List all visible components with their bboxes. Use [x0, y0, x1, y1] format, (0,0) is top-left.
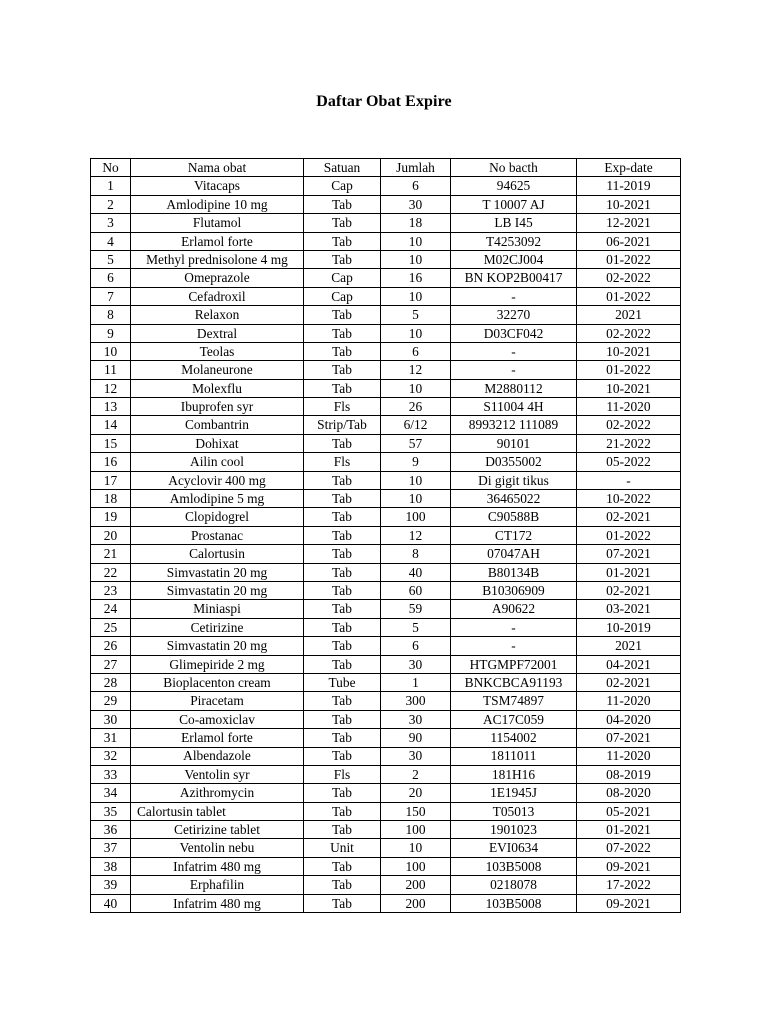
column-header-batch: No bacth: [451, 159, 577, 177]
cell-unit: Tab: [304, 710, 381, 728]
cell-no: 37: [91, 839, 131, 857]
cell-batch: T4253092: [451, 232, 577, 250]
cell-name: Dextral: [131, 324, 304, 342]
cell-name: Combantrin: [131, 416, 304, 434]
cell-unit: Tab: [304, 692, 381, 710]
cell-no: 13: [91, 398, 131, 416]
cell-batch: 94625: [451, 177, 577, 195]
cell-quantity: 18: [381, 214, 451, 232]
cell-quantity: 12: [381, 526, 451, 544]
cell-batch: B10306909: [451, 581, 577, 599]
column-header-name: Nama obat: [131, 159, 304, 177]
cell-name: Bioplacenton cream: [131, 673, 304, 691]
cell-batch: D03CF042: [451, 324, 577, 342]
cell-unit: Unit: [304, 839, 381, 857]
cell-name: Glimepiride 2 mg: [131, 655, 304, 673]
cell-no: 21: [91, 545, 131, 563]
cell-batch: TSM74897: [451, 692, 577, 710]
cell-unit: Tab: [304, 894, 381, 912]
cell-no: 6: [91, 269, 131, 287]
table-row: [91, 416, 681, 434]
table-row: [91, 710, 681, 728]
cell-exp-date: 05-2022: [577, 453, 681, 471]
cell-no: 1: [91, 177, 131, 195]
cell-no: 10: [91, 342, 131, 360]
cell-exp-date: 11-2020: [577, 692, 681, 710]
table-row: [91, 398, 681, 416]
cell-unit: Fls: [304, 453, 381, 471]
cell-no: 39: [91, 876, 131, 894]
cell-no: 9: [91, 324, 131, 342]
cell-batch: BN KOP2B00417: [451, 269, 577, 287]
cell-no: 2: [91, 195, 131, 213]
table-row: [91, 545, 681, 563]
cell-unit: Fls: [304, 398, 381, 416]
cell-exp-date: 17-2022: [577, 876, 681, 894]
cell-unit: Tab: [304, 306, 381, 324]
cell-exp-date: 04-2021: [577, 655, 681, 673]
cell-batch: A90622: [451, 600, 577, 618]
cell-name: Ailin cool: [131, 453, 304, 471]
cell-unit: Tab: [304, 545, 381, 563]
cell-unit: Tab: [304, 857, 381, 875]
table-row: [91, 802, 681, 820]
cell-batch: HTGMPF72001: [451, 655, 577, 673]
cell-unit: Cap: [304, 269, 381, 287]
cell-quantity: 16: [381, 269, 451, 287]
cell-no: 25: [91, 618, 131, 636]
cell-name: Erlamol forte: [131, 232, 304, 250]
cell-unit: Tube: [304, 673, 381, 691]
table-row: [91, 747, 681, 765]
cell-no: 34: [91, 784, 131, 802]
cell-unit: Tab: [304, 195, 381, 213]
cell-unit: Cap: [304, 287, 381, 305]
cell-exp-date: 01-2022: [577, 361, 681, 379]
cell-quantity: 6: [381, 637, 451, 655]
cell-name: Relaxon: [131, 306, 304, 324]
cell-no: 30: [91, 710, 131, 728]
cell-exp-date: 2021: [577, 306, 681, 324]
cell-batch: -: [451, 342, 577, 360]
cell-name: Co-amoxiclav: [131, 710, 304, 728]
cell-batch: M2880112: [451, 379, 577, 397]
expired-medicine-table: [90, 158, 681, 913]
cell-unit: Tab: [304, 563, 381, 581]
cell-unit: Tab: [304, 600, 381, 618]
cell-no: 26: [91, 637, 131, 655]
cell-no: 12: [91, 379, 131, 397]
table-row: [91, 637, 681, 655]
cell-name: Cetirizine tablet: [131, 821, 304, 839]
cell-exp-date: 08-2020: [577, 784, 681, 802]
cell-unit: Tab: [304, 214, 381, 232]
cell-exp-date: 03-2021: [577, 600, 681, 618]
cell-quantity: 200: [381, 894, 451, 912]
table-row: [91, 453, 681, 471]
cell-unit: Cap: [304, 177, 381, 195]
table-row: [91, 287, 681, 305]
cell-quantity: 6: [381, 177, 451, 195]
cell-exp-date: 02-2021: [577, 673, 681, 691]
page-title: Daftar Obat Expire: [316, 93, 452, 110]
cell-batch: 90101: [451, 434, 577, 452]
cell-name: Albendazole: [131, 747, 304, 765]
cell-name: Molaneurone: [131, 361, 304, 379]
cell-batch: 36465022: [451, 490, 577, 508]
cell-unit: Tab: [304, 379, 381, 397]
cell-no: 18: [91, 490, 131, 508]
cell-no: 40: [91, 894, 131, 912]
cell-quantity: 59: [381, 600, 451, 618]
cell-no: 17: [91, 471, 131, 489]
table-row: [91, 342, 681, 360]
cell-batch: T 10007 AJ: [451, 195, 577, 213]
cell-batch: Di gigit tikus: [451, 471, 577, 489]
cell-exp-date: 2021: [577, 637, 681, 655]
table-row: [91, 839, 681, 857]
table-row: [91, 673, 681, 691]
cell-unit: Tab: [304, 526, 381, 544]
cell-unit: Tab: [304, 655, 381, 673]
cell-batch: -: [451, 361, 577, 379]
cell-name: Clopidogrel: [131, 508, 304, 526]
cell-quantity: 100: [381, 508, 451, 526]
cell-unit: Tab: [304, 821, 381, 839]
table-row: [91, 563, 681, 581]
cell-no: 32: [91, 747, 131, 765]
cell-no: 3: [91, 214, 131, 232]
cell-name: Amlodipine 10 mg: [131, 195, 304, 213]
cell-name: Methyl prednisolone 4 mg: [131, 250, 304, 268]
cell-exp-date: 10-2019: [577, 618, 681, 636]
cell-exp-date: 02-2022: [577, 269, 681, 287]
cell-quantity: 30: [381, 710, 451, 728]
cell-name: Teolas: [131, 342, 304, 360]
cell-exp-date: 11-2019: [577, 177, 681, 195]
cell-exp-date: 01-2022: [577, 526, 681, 544]
cell-exp-date: 07-2021: [577, 729, 681, 747]
cell-name: Infatrim 480 mg: [131, 857, 304, 875]
cell-batch: 8993212 111089: [451, 416, 577, 434]
cell-batch: T05013: [451, 802, 577, 820]
cell-name: Calortusin: [131, 545, 304, 563]
cell-unit: Tab: [304, 508, 381, 526]
cell-quantity: 20: [381, 784, 451, 802]
cell-unit: Tab: [304, 729, 381, 747]
cell-unit: Tab: [304, 581, 381, 599]
cell-unit: Tab: [304, 471, 381, 489]
cell-quantity: 60: [381, 581, 451, 599]
cell-quantity: 40: [381, 563, 451, 581]
table-row: [91, 471, 681, 489]
cell-no: 8: [91, 306, 131, 324]
cell-no: 11: [91, 361, 131, 379]
cell-batch: LB I45: [451, 214, 577, 232]
cell-batch: 32270: [451, 306, 577, 324]
cell-exp-date: 10-2021: [577, 379, 681, 397]
cell-exp-date: 06-2021: [577, 232, 681, 250]
cell-quantity: 100: [381, 857, 451, 875]
cell-quantity: 200: [381, 876, 451, 894]
cell-unit: Tab: [304, 490, 381, 508]
cell-no: 15: [91, 434, 131, 452]
table-row: [91, 581, 681, 599]
cell-no: 22: [91, 563, 131, 581]
cell-batch: 07047AH: [451, 545, 577, 563]
cell-quantity: 10: [381, 490, 451, 508]
cell-name: Piracetam: [131, 692, 304, 710]
cell-quantity: 5: [381, 306, 451, 324]
cell-name: Calortusin tablet: [131, 802, 304, 820]
cell-name: Vitacaps: [131, 177, 304, 195]
cell-quantity: 26: [381, 398, 451, 416]
cell-quantity: 10: [381, 839, 451, 857]
cell-quantity: 90: [381, 729, 451, 747]
cell-batch: BNKCBCA91193: [451, 673, 577, 691]
cell-name: Miniaspi: [131, 600, 304, 618]
cell-unit: Tab: [304, 747, 381, 765]
table-row: [91, 600, 681, 618]
cell-name: Flutamol: [131, 214, 304, 232]
cell-no: 33: [91, 765, 131, 783]
cell-unit: Tab: [304, 618, 381, 636]
cell-exp-date: 05-2021: [577, 802, 681, 820]
cell-batch: 1E1945J: [451, 784, 577, 802]
table-row: [91, 434, 681, 452]
table-row: [91, 876, 681, 894]
cell-no: 16: [91, 453, 131, 471]
cell-quantity: 57: [381, 434, 451, 452]
cell-quantity: 30: [381, 195, 451, 213]
table-row: [91, 250, 681, 268]
cell-name: Erphafilin: [131, 876, 304, 894]
table-row: [91, 784, 681, 802]
cell-no: 36: [91, 821, 131, 839]
cell-unit: Strip/Tab: [304, 416, 381, 434]
cell-name: Azithromycin: [131, 784, 304, 802]
cell-name: Molexflu: [131, 379, 304, 397]
cell-unit: Tab: [304, 637, 381, 655]
cell-no: 20: [91, 526, 131, 544]
cell-name: Prostanac: [131, 526, 304, 544]
cell-name: Amlodipine 5 mg: [131, 490, 304, 508]
cell-exp-date: 09-2021: [577, 894, 681, 912]
cell-name: Simvastatin 20 mg: [131, 637, 304, 655]
cell-batch: 0218078: [451, 876, 577, 894]
cell-batch: C90588B: [451, 508, 577, 526]
cell-no: 29: [91, 692, 131, 710]
cell-quantity: 6: [381, 342, 451, 360]
cell-no: 5: [91, 250, 131, 268]
cell-batch: 103B5008: [451, 894, 577, 912]
cell-exp-date: 02-2022: [577, 416, 681, 434]
table-row: [91, 894, 681, 912]
cell-quantity: 8: [381, 545, 451, 563]
cell-exp-date: 01-2022: [577, 250, 681, 268]
cell-unit: Tab: [304, 324, 381, 342]
table-row: [91, 508, 681, 526]
cell-no: 38: [91, 857, 131, 875]
cell-name: Infatrim 480 mg: [131, 894, 304, 912]
cell-no: 4: [91, 232, 131, 250]
cell-name: Ventolin syr: [131, 765, 304, 783]
table-row: [91, 324, 681, 342]
cell-unit: Fls: [304, 765, 381, 783]
cell-batch: M02CJ004: [451, 250, 577, 268]
cell-batch: S11004 4H: [451, 398, 577, 416]
cell-no: 23: [91, 581, 131, 599]
table-row: [91, 821, 681, 839]
table-row: [91, 269, 681, 287]
table-body: [91, 177, 681, 913]
cell-exp-date: 07-2021: [577, 545, 681, 563]
cell-name: Simvastatin 20 mg: [131, 581, 304, 599]
cell-exp-date: 02-2021: [577, 508, 681, 526]
cell-no: 35: [91, 802, 131, 820]
cell-exp-date: 10-2021: [577, 342, 681, 360]
table-row: [91, 857, 681, 875]
table-row: [91, 618, 681, 636]
table-row: [91, 655, 681, 673]
cell-quantity: 30: [381, 655, 451, 673]
column-header-quantity: Jumlah: [381, 159, 451, 177]
cell-batch: -: [451, 637, 577, 655]
cell-unit: Tab: [304, 342, 381, 360]
cell-batch: 1811011: [451, 747, 577, 765]
cell-exp-date: 08-2019: [577, 765, 681, 783]
cell-quantity: 10: [381, 250, 451, 268]
cell-batch: -: [451, 618, 577, 636]
cell-exp-date: 21-2022: [577, 434, 681, 452]
cell-no: 7: [91, 287, 131, 305]
cell-unit: Tab: [304, 250, 381, 268]
table-header-row: [91, 159, 681, 177]
cell-quantity: 150: [381, 802, 451, 820]
table-row: [91, 232, 681, 250]
table-row: [91, 490, 681, 508]
cell-name: Ventolin nebu: [131, 839, 304, 857]
cell-name: Omeprazole: [131, 269, 304, 287]
cell-unit: Tab: [304, 876, 381, 894]
cell-exp-date: 07-2022: [577, 839, 681, 857]
cell-name: Cetirizine: [131, 618, 304, 636]
cell-batch: 1154002: [451, 729, 577, 747]
cell-batch: CT172: [451, 526, 577, 544]
cell-no: 14: [91, 416, 131, 434]
cell-exp-date: 10-2021: [577, 195, 681, 213]
cell-batch: AC17C059: [451, 710, 577, 728]
table-row: [91, 361, 681, 379]
cell-batch: 181H16: [451, 765, 577, 783]
column-header-unit: Satuan: [304, 159, 381, 177]
cell-unit: Tab: [304, 361, 381, 379]
cell-quantity: 9: [381, 453, 451, 471]
cell-batch: B80134B: [451, 563, 577, 581]
table-row: [91, 526, 681, 544]
cell-batch: -: [451, 287, 577, 305]
table-row: [91, 214, 681, 232]
cell-quantity: 10: [381, 324, 451, 342]
cell-exp-date: 11-2020: [577, 747, 681, 765]
cell-exp-date: 02-2021: [577, 581, 681, 599]
cell-exp-date: 12-2021: [577, 214, 681, 232]
table-row: [91, 729, 681, 747]
cell-quantity: 2: [381, 765, 451, 783]
table-row: [91, 306, 681, 324]
cell-quantity: 10: [381, 287, 451, 305]
cell-unit: Tab: [304, 232, 381, 250]
cell-no: 28: [91, 673, 131, 691]
cell-unit: Tab: [304, 434, 381, 452]
cell-exp-date: 01-2022: [577, 287, 681, 305]
cell-name: Simvastatin 20 mg: [131, 563, 304, 581]
cell-exp-date: 02-2022: [577, 324, 681, 342]
column-header-exp-date: Exp-date: [577, 159, 681, 177]
cell-quantity: 10: [381, 232, 451, 250]
cell-quantity: 6/12: [381, 416, 451, 434]
cell-unit: Tab: [304, 784, 381, 802]
cell-batch: 1901023: [451, 821, 577, 839]
cell-batch: 103B5008: [451, 857, 577, 875]
cell-name: Erlamol forte: [131, 729, 304, 747]
cell-exp-date: -: [577, 471, 681, 489]
cell-exp-date: 01-2021: [577, 563, 681, 581]
cell-name: Dohixat: [131, 434, 304, 452]
cell-name: Cefadroxil: [131, 287, 304, 305]
cell-batch: D0355002: [451, 453, 577, 471]
cell-quantity: 12: [381, 361, 451, 379]
cell-quantity: 1: [381, 673, 451, 691]
table-row: [91, 379, 681, 397]
cell-no: 19: [91, 508, 131, 526]
table-row: [91, 765, 681, 783]
cell-exp-date: 10-2022: [577, 490, 681, 508]
cell-quantity: 10: [381, 471, 451, 489]
table-row: [91, 692, 681, 710]
cell-name: Ibuprofen syr: [131, 398, 304, 416]
cell-exp-date: 11-2020: [577, 398, 681, 416]
cell-no: 27: [91, 655, 131, 673]
cell-no: 24: [91, 600, 131, 618]
cell-exp-date: 04-2020: [577, 710, 681, 728]
cell-no: 31: [91, 729, 131, 747]
cell-quantity: 5: [381, 618, 451, 636]
cell-batch: EVI0634: [451, 839, 577, 857]
cell-quantity: 300: [381, 692, 451, 710]
table-row: [91, 195, 681, 213]
cell-unit: Tab: [304, 802, 381, 820]
cell-quantity: 100: [381, 821, 451, 839]
column-header-no: No: [91, 159, 131, 177]
cell-exp-date: 01-2021: [577, 821, 681, 839]
cell-exp-date: 09-2021: [577, 857, 681, 875]
cell-quantity: 10: [381, 379, 451, 397]
cell-quantity: 30: [381, 747, 451, 765]
table-row: [91, 177, 681, 195]
cell-name: Acyclovir 400 mg: [131, 471, 304, 489]
